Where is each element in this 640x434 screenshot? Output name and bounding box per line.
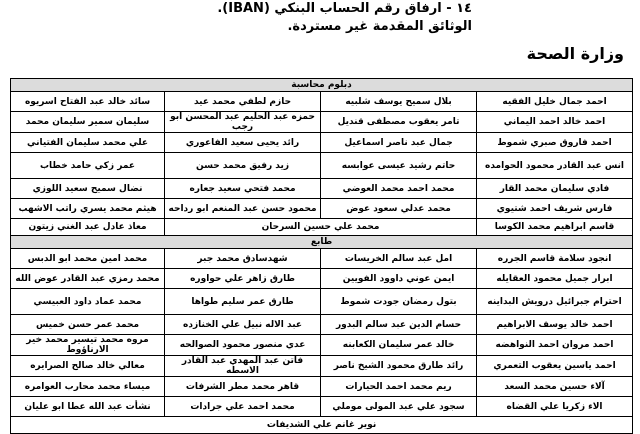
name-cell: معالي خالد صالح الصرايره — [11, 356, 165, 377]
name-cell: حازم لطفي محمد عيد — [165, 92, 321, 112]
name-cell: طارق زاهر علي حواوره — [165, 269, 321, 289]
names-table — [10, 78, 633, 434]
name-cell: احمد جمال خليل الفقيه — [477, 92, 633, 112]
section-header-accounting — [11, 79, 633, 92]
table-row — [11, 335, 633, 356]
ministry-title: وزارة الصحة — [526, 44, 624, 63]
table-row — [11, 219, 633, 236]
name-cell: ريم محمد احمد الحيارات — [321, 377, 477, 397]
section-title: دبلوم محاسبة — [11, 79, 633, 92]
name-cell: ابرار جميل محمود العقايله — [477, 269, 633, 289]
name-cell: نوير غانم علي الشديفات — [11, 417, 633, 434]
name-cell: حاتم رشيد عيسى عوابسه — [321, 153, 477, 179]
name-cell: معاذ عادل عبد الغني زيتون — [11, 219, 165, 236]
section-header-stamp — [11, 236, 633, 249]
name-cell: سجود علي عبد المولى موملي — [321, 397, 477, 417]
name-cell: هيثم محمد يسري راتب الاشهب — [11, 199, 165, 219]
table-row — [11, 179, 633, 199]
name-cell: شهدسادق محمد جبر — [165, 249, 321, 269]
name-cell: محمد فتحي سعيد جعاره — [165, 179, 321, 199]
name-cell: انجود سلامة قاسم الجرره — [477, 249, 633, 269]
name-cell: احمد فاروق صبري شموط — [477, 133, 633, 153]
name-cell: مروه محمد تيسير محمد خير الارناؤوط — [11, 335, 165, 356]
name-cell: محمد علي حسين السرحان — [165, 219, 477, 236]
name-cell: قاهر محمد مطر الشرفات — [165, 377, 321, 397]
table-row — [11, 289, 633, 315]
table-row — [11, 315, 633, 335]
name-cell: حمزه عبد الحليم عبد المحسن ابو رجب — [165, 112, 321, 133]
name-cell: عمر زكي حامد خطاب — [11, 153, 165, 179]
name-cell: حسام الدين عبد سالم البدور — [321, 315, 477, 335]
name-cell: بلال سميح يوسف شلبيه — [321, 92, 477, 112]
name-cell: سليمان سمير سليمان محمد — [11, 112, 165, 133]
name-cell: تامر يعقوب مصطفى قنديل — [321, 112, 477, 133]
name-cell: زيد رفيق محمد حسن — [165, 153, 321, 179]
name-cell: عبد الاله نبيل علي الخنازده — [165, 315, 321, 335]
name-cell: احمد خالد احمد اليماني — [477, 112, 633, 133]
table-row — [11, 249, 633, 269]
section-title: طابع — [11, 236, 633, 249]
name-cell: محمد عماد داود العبيسي — [11, 289, 165, 315]
name-cell: الاء زكريا علي القضاه — [477, 397, 633, 417]
name-cell: جمال عبد ناصر اسماعيل — [321, 133, 477, 153]
name-cell: سائد خالد عبد الفتاح اسريوه — [11, 92, 165, 112]
name-cell: احمد مروان احمد النواهضه — [477, 335, 633, 356]
name-cell: قاسم ابراهيم محمد الكوسا — [477, 219, 633, 236]
name-cell: محمد عمر حسن خميس — [11, 315, 165, 335]
name-cell: ايمن عوني داوود الفويين — [321, 269, 477, 289]
name-cell: محمود حسن عبد المنعم ابو رداحه — [165, 199, 321, 219]
name-cell: فاتن عبد المهدي عبد القادر الاسطه — [165, 356, 321, 377]
name-cell: طارق عمر سليم طواها — [165, 289, 321, 315]
name-cell: علي محمد سليمان الفتياني — [11, 133, 165, 153]
name-cell: محمد رمزي عبد القادر عوض الله — [11, 269, 165, 289]
name-cell: فادي سليمان محمد القار — [477, 179, 633, 199]
table-row — [11, 199, 633, 219]
name-cell: محمد امين محمد ابو الدبس — [11, 249, 165, 269]
name-cell: احمد خالد يوسف الابراهيم — [477, 315, 633, 335]
name-cell: عدي منصور محمود الصوالحه — [165, 335, 321, 356]
name-cell: محمد احمد محمد العوضي — [321, 179, 477, 199]
name-cell: امل عبد سالم الخريسات — [321, 249, 477, 269]
name-cell: آلاء حسين محمد السعد — [477, 377, 633, 397]
note-documents: الوثائق المقدمة غير مستردة. — [287, 19, 472, 34]
note-iban: ١٤ - ارفاق رقم الحساب البنكي (IBAN). — [217, 1, 472, 16]
name-cell: خالد عمر سليمان الكعابنه — [321, 335, 477, 356]
table-row — [11, 133, 633, 153]
name-cell: نضال سميح سعيد اللوزي — [11, 179, 165, 199]
name-cell: محمد عدلي سعود عوض — [321, 199, 477, 219]
table-row — [11, 417, 633, 434]
name-cell: احمد ياسين يعقوب التعمري — [477, 356, 633, 377]
table-row — [11, 377, 633, 397]
name-cell: انس عبد القادر محمود الحوامده — [477, 153, 633, 179]
name-cell: احترام جبرائيل درويش البداينه — [477, 289, 633, 315]
name-cell: ميساء محمد محارب العوامره — [11, 377, 165, 397]
table-row — [11, 269, 633, 289]
name-cell: محمد احمد علي جرادات — [165, 397, 321, 417]
name-cell: رائد يحيى سعيد الفاعوري — [165, 133, 321, 153]
name-cell: رائد طارق محمود الشيخ ناصر — [321, 356, 477, 377]
table-row — [11, 153, 633, 179]
table-row — [11, 92, 633, 112]
name-cell: نشأت عبد الله عطا ابو عليان — [11, 397, 165, 417]
name-cell: بتول رمضان جودت شموط — [321, 289, 477, 315]
table-row — [11, 112, 633, 133]
name-cell: فارس شريف احمد شتيوي — [477, 199, 633, 219]
table-row — [11, 356, 633, 377]
